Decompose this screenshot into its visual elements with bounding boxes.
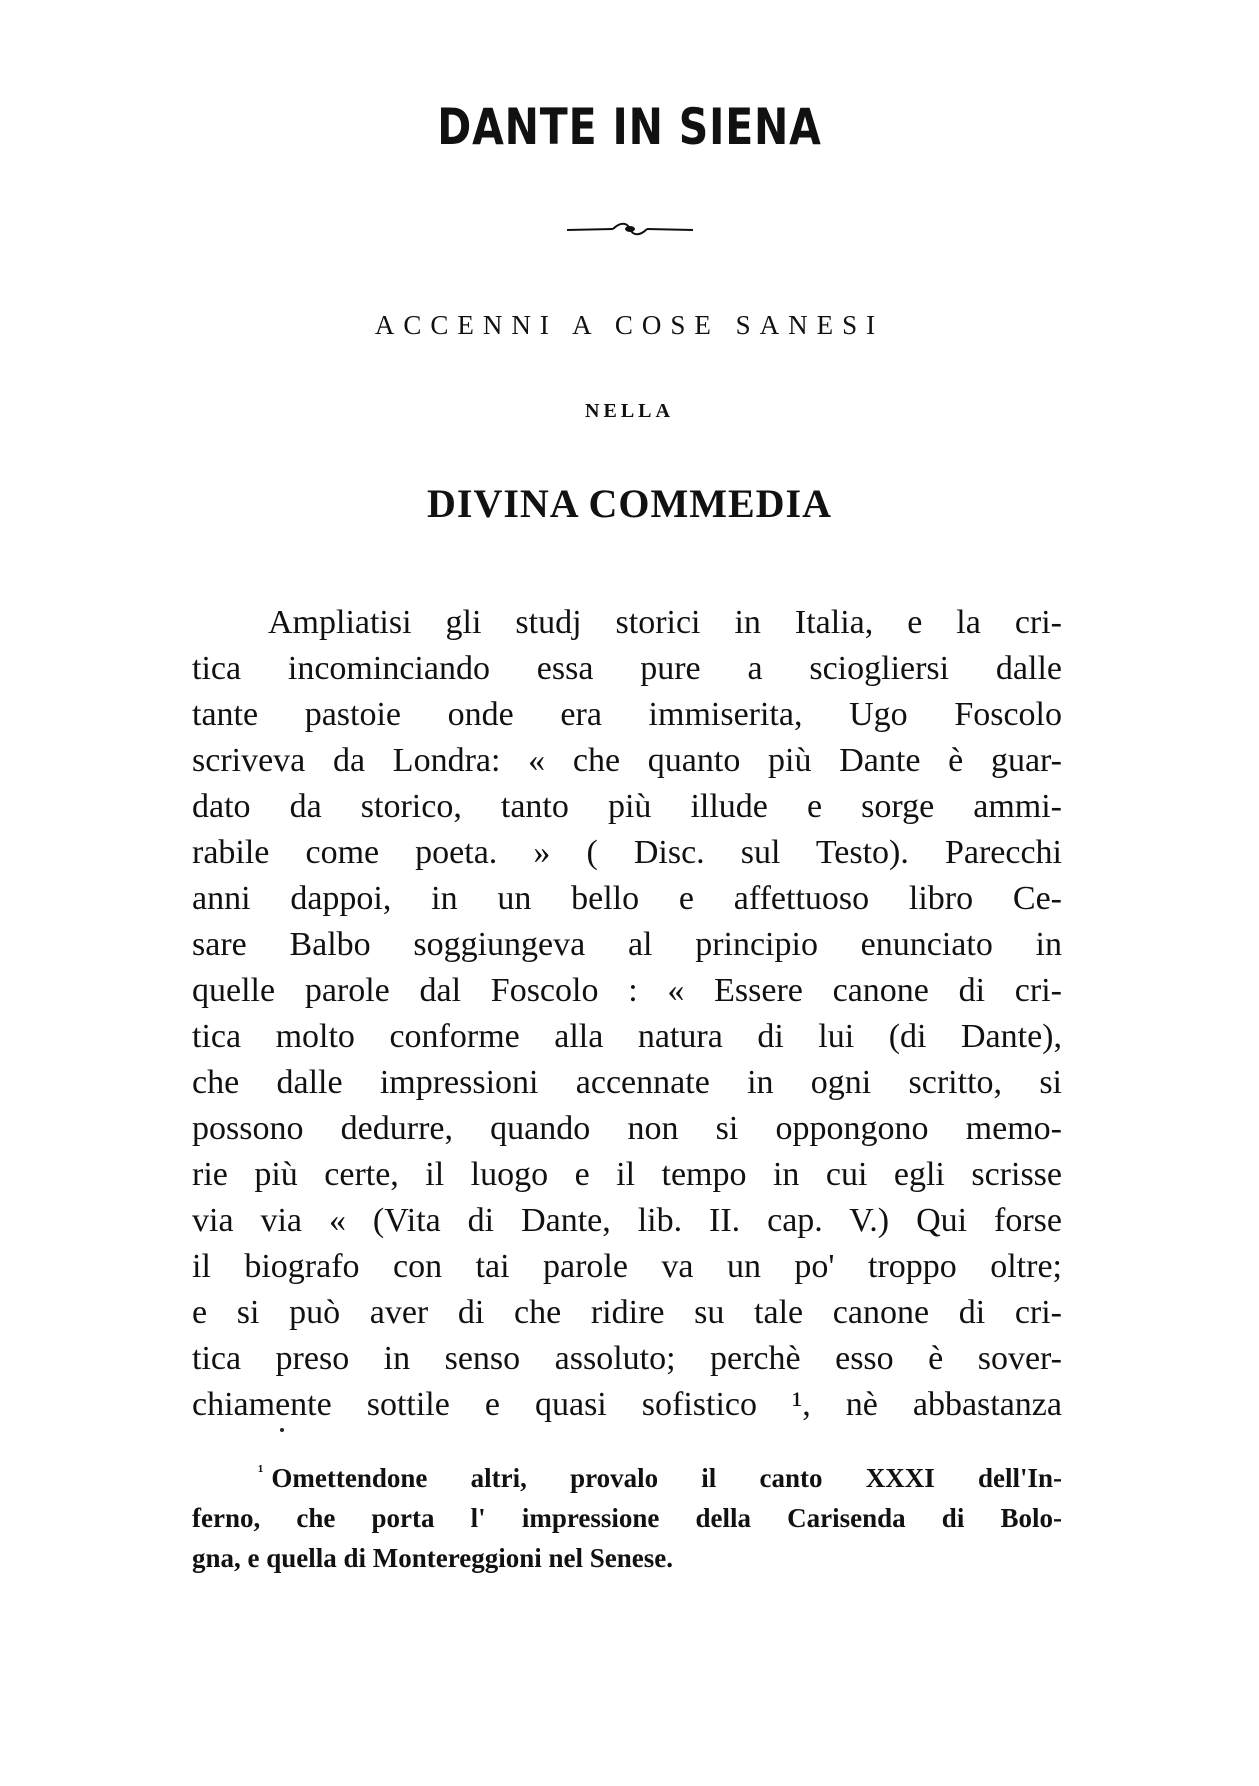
print-speck xyxy=(280,1428,284,1432)
body-line: rabile come poeta. » ( Disc. sul Testo). Parecchi xyxy=(192,834,1062,871)
body-line: quelle parole dal Foscolo : « Essere canone di cri- xyxy=(192,972,1062,1009)
body-line: Ampliatisi gli studj storici in Italia, e la cri- xyxy=(268,604,1062,641)
body-line: che dalle impressioni accennate in ogni scritto, si xyxy=(192,1064,1062,1101)
body-line: anni dappoi, in un bello e affettuoso libro Ce- xyxy=(192,880,1062,917)
ornament-divider xyxy=(565,220,695,238)
body-line: tica preso in senso assoluto; perchè esso è sover- xyxy=(192,1340,1062,1377)
body-line: dato da storico, tanto più illude e sorge ammi- xyxy=(192,788,1062,825)
body-line: tante pastoie onde era immiserita, Ugo Foscolo xyxy=(192,696,1062,733)
footnote-line: gna, e quella di Montereggioni nel Senese. xyxy=(192,1543,674,1573)
footnote-line xyxy=(192,1458,1062,1498)
footnote-marker: ¹ xyxy=(258,1461,264,1481)
subtitle: ACCENNI A COSE SANESI xyxy=(374,310,885,340)
body-line: possono dedurre, quando non si oppongono memo- xyxy=(192,1110,1062,1147)
body-line: sare Balbo soggiungeva al principio enunciato in xyxy=(192,926,1062,963)
page-title: DANTE IN SIENA xyxy=(437,98,822,156)
footnote-text: Omettendone altri, provalo il canto XXXI dell'In- xyxy=(271,1463,1062,1493)
subtitle-connector: NELLA xyxy=(585,400,674,422)
body-line: via via « (Vita di Dante, lib. II. cap. V.) Qui forse xyxy=(192,1202,1062,1239)
body-line: chiamente sottile e quasi sofistico ¹, nè abbastanza xyxy=(192,1386,1062,1423)
body-line: tica incominciando essa pure a sciogliersi dalle xyxy=(192,650,1062,687)
footnote xyxy=(192,1458,1062,1578)
body-text xyxy=(192,600,1062,1428)
work-title: DIVINA COMMEDIA xyxy=(427,481,832,526)
body-line: e si può aver di che ridire su tale canone di cri- xyxy=(192,1294,1062,1331)
body-line: scriveva da Londra: « che quanto più Dante è guar- xyxy=(192,742,1062,779)
body-line: il biografo con tai parole va un po' troppo oltre; xyxy=(192,1248,1062,1285)
body-line: tica molto conforme alla natura di lui (di Dante), xyxy=(192,1018,1062,1055)
body-line: rie più certe, il luogo e il tempo in cui egli scrisse xyxy=(192,1156,1062,1193)
footnote-line: ferno, che porta l' impressione della Carisenda di Bolo- xyxy=(192,1503,1062,1533)
